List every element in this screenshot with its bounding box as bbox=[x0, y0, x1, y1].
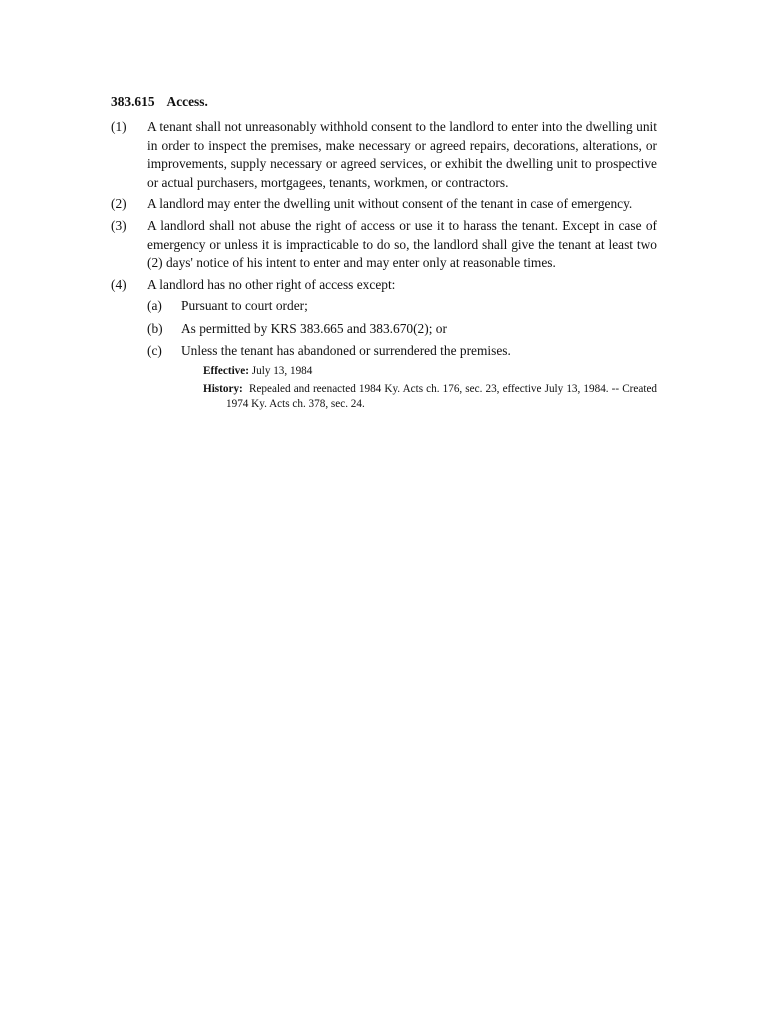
subsection-3 bbox=[111, 217, 657, 273]
paragraph-text: As permitted by KRS 383.665 and 383.670(2); or bbox=[181, 320, 447, 336]
statute-notes bbox=[203, 364, 657, 413]
paragraph-letter: (a) bbox=[147, 298, 162, 314]
subsection-number: (2) bbox=[111, 196, 127, 212]
section-heading bbox=[111, 92, 657, 111]
paragraph-b bbox=[111, 320, 657, 339]
subsection-number: (1) bbox=[111, 119, 127, 134]
subsection-1 bbox=[111, 118, 657, 192]
statute-page bbox=[111, 92, 657, 413]
subsection-text: A landlord has no other right of access except: bbox=[147, 276, 396, 292]
subsection-number: (4) bbox=[111, 276, 127, 292]
paragraph-letter: (c) bbox=[147, 342, 162, 358]
subsection-number: (3) bbox=[111, 217, 127, 233]
section-title: Access. bbox=[166, 94, 208, 109]
paragraph-letter: (b) bbox=[147, 320, 163, 336]
paragraph-text: Pursuant to court order; bbox=[181, 298, 308, 314]
subsection-4 bbox=[111, 276, 657, 295]
effective-label: Effective: bbox=[203, 364, 249, 377]
effective-note bbox=[203, 364, 657, 379]
paragraph-c bbox=[111, 342, 657, 361]
subsection-text: A landlord may enter the dwelling unit without consent of the tenant in case of emergency. bbox=[147, 196, 633, 212]
paragraph-text: Unless the tenant has abandoned or surrendered the premises. bbox=[181, 342, 511, 358]
subsection-text: A landlord shall not abuse the right of access or use it to harass the tenant. Except in case of emergency or unless it is impracticable to do so, the landlord shall give the tenant at least two (2) days' notice of his intent to enter and may enter only at reasonable times. bbox=[147, 217, 657, 271]
history-label: History: bbox=[203, 383, 243, 396]
history-note bbox=[203, 382, 657, 412]
subsection-2 bbox=[111, 195, 657, 214]
section-number: 383.615 bbox=[111, 94, 155, 109]
history-text: Repealed and reenacted 1984 Ky. Acts ch. 176, sec. 23, effective July 13, 1984. -- Created 1974 Ky. Acts ch. 378, sec. 24. bbox=[226, 383, 658, 411]
paragraph-a bbox=[111, 297, 657, 316]
effective-date: July 13, 1984 bbox=[251, 364, 313, 377]
subsection-text: A tenant shall not unreasonably withhold consent to the landlord to enter into the dwelling unit in order to inspect the premises, make necessary or agreed repairs, decorations, alterations, or improvements, supply necessary or agreed services, or exhibit the dwelling unit to prospective or actual purchasers, mortgagees, tenants, workmen, or contractors. bbox=[147, 119, 657, 190]
